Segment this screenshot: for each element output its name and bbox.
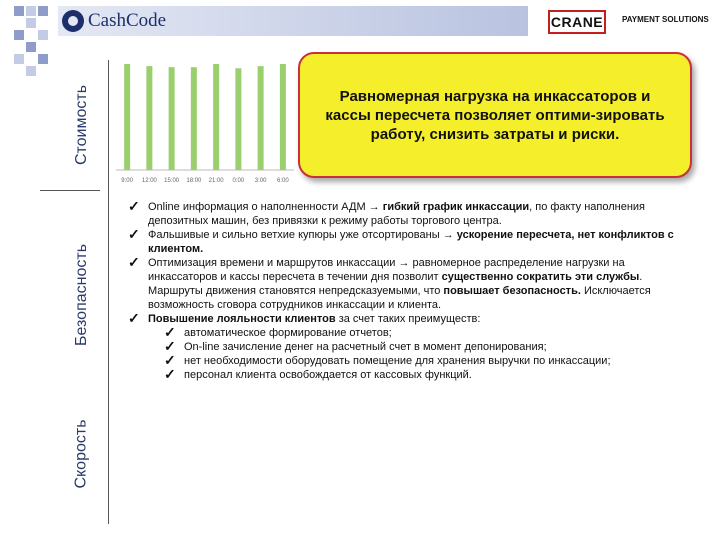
side-label-speed-text: Скорость [73,419,90,489]
check-icon: ✓ [164,366,176,382]
load-chart-svg [112,62,298,186]
check-icon: ✓ [164,324,176,340]
benefits-list [126,200,686,382]
list-item: ✓ Оптимизация времени и маршрутов инкассации → равномерное распределение нагрузки на инкассаторов и кассы пересчета в течении дня позволит существенно сократить эти службы. Маршруты движения становятся непредсказуемыми, что повышает безопасность. Исключается возможность сговора сотрудников инкассации и клиента. [128,254,651,311]
cashcode-logo [62,8,166,34]
decor-square [38,6,48,16]
chart-tick-label: 18:00 [186,178,202,184]
sub-list-item: ✓ персонал клиента освобождается от кассовых функций. [164,366,472,382]
decor-square [26,42,36,52]
arrow-right-icon: → [368,201,380,213]
load-chart [112,62,298,186]
check-icon: ✓ [128,226,140,242]
sub-list-item: ✓ нет необходимости оборудовать помещение для хранения выручки по инкассации; [164,352,611,368]
side-label-speed [62,384,102,524]
decor-square [14,6,24,16]
crane-logo: CRANE [548,10,606,34]
check-icon: ✓ [128,310,140,326]
chart-tick-label: 21:00 [208,178,224,184]
chart-tick-label: 15:00 [164,178,180,184]
chart-tick-label: 3:00 [254,178,267,184]
chart-tick-label: 0:00 [232,178,245,184]
chart-bar [124,64,130,170]
decor-square [26,18,36,28]
decor-square [26,6,36,16]
decor-square [38,54,48,64]
list-item: ✓ Повышение лояльности клиентов за счет таких преимуществ: [128,310,481,326]
side-label-security [62,206,102,384]
side-label-security-text: Безопасность [73,243,90,347]
check-icon: ✓ [164,338,176,354]
callout-text: Равномерная нагрузка на инкассаторов и кассы пересчета позволяет оптими-зировать работу, снизить затраты и риски. [325,87,665,143]
chart-bar [191,67,197,170]
chart-bar [280,64,286,170]
payment-solutions-label: PAYMENT SOLUTIONS [622,15,709,24]
decor-square [14,54,24,64]
chart-bar [258,66,264,170]
side-label-cost [62,60,102,190]
check-icon: ✓ [164,352,176,368]
chart-bar [146,66,152,170]
arrow-right-icon: → [398,257,410,269]
decor-square [26,66,36,76]
chart-tick-label: 9:00 [121,178,133,184]
list-item: ✓ Online информация о наполненности АДМ → гибкий график инкассации, по факту наполнения депозитных машин, без привязки к режиму работы торгового центра. [128,198,646,227]
sub-list-item: ✓ On-line зачисление денег на расчетный счет в момент депонирования; [164,338,547,354]
sub-list-item: ✓ автоматическое формирование отчетов; [164,324,392,340]
chart-bar [213,64,219,170]
chart-tick-label: 12:00 [141,178,157,184]
arrow-right-icon: → [442,229,454,241]
list-item: ✓ Фальшивые и сильно ветхие купюры уже отсортированы → ускорение пересчета, нет конфликтов с клиентом. [128,226,674,255]
horizontal-divider [40,190,100,191]
decor-square [38,30,48,40]
chart-bar [169,67,175,170]
callout-box [298,52,692,178]
chart-tick-label: 6:00 [277,178,289,184]
check-icon: ✓ [128,254,140,270]
decor-square [14,30,24,40]
check-icon: ✓ [128,198,140,214]
vertical-divider [108,60,109,524]
chart-bar [235,68,241,170]
cashcode-logo-icon [62,10,84,32]
side-label-cost-text: Стоимость [73,84,91,166]
cashcode-logo-text: CashCode [88,10,167,31]
